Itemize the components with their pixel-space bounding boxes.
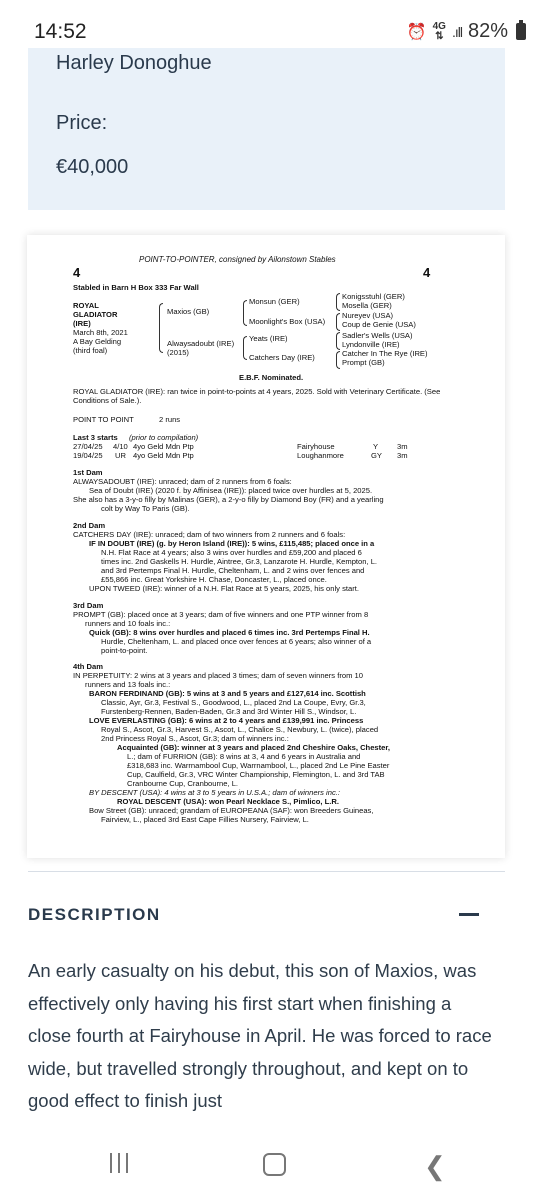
dam3-text: Hurdle, Cheltenham, L. and placed once over fences at 6 years; also winner of a xyxy=(101,637,372,646)
start-race: 4yo Geld Mdn Ptp xyxy=(133,451,194,460)
dam1-heading: 1st Dam xyxy=(73,468,103,477)
dam4-text: runners and 13 foals inc.: xyxy=(85,680,171,689)
listing-info-box xyxy=(28,48,505,210)
description-heading[interactable]: DESCRIPTION xyxy=(28,905,161,924)
home-icon[interactable] xyxy=(263,1153,286,1176)
horse-name-3: (IRE) xyxy=(73,319,91,328)
lot-number-left: 4 xyxy=(73,265,81,280)
start-date: 27/04/25 xyxy=(73,442,103,451)
battery-icon xyxy=(516,23,526,40)
start-distance: 3m xyxy=(397,451,408,460)
dam4-text: BY DESCENT (USA): 4 wins at 3 to 5 years in U.S.A.; dam of winners inc.: xyxy=(89,788,340,797)
signal-icon: .ıll xyxy=(451,23,462,40)
pedigree-brace xyxy=(243,300,247,326)
pedigree-ggs: Sadler's Wells (USA) xyxy=(342,331,413,340)
horse-type: A Bay Gelding xyxy=(73,337,122,346)
catalogue-page-image[interactable] xyxy=(27,235,505,858)
dam2-text: CATCHERS DAY (IRE): unraced; dam of two winners from 2 runners and 6 foals: xyxy=(73,530,346,539)
dam4-text: Cup, Caulfield, Gr.3, VRC Winter Championship, Flemington, L. and 3rd TAB xyxy=(127,770,385,779)
dam4-text: Fairview, L., placed 3rd East Cape Fillies Nursery, Fairview, L. xyxy=(101,815,309,824)
pedigree-gs2: Moonlight's Box (USA) xyxy=(249,317,326,326)
pedigree-ggs: Prompt (GB) xyxy=(342,358,385,367)
battery-percent: 82% xyxy=(467,20,508,42)
dam4-text: LOVE EVERLASTING (GB): 6 wins at 2 to 4 years and £139,991 inc. Princess xyxy=(89,716,364,725)
dam1-text: Sea of Doubt (IRE) (2020 f. by Affinisea (IRE)): placed twice over hurdles at 5, 2025. xyxy=(89,486,373,495)
dam2-text: N.H. Flat Race at 4 years; also 3 wins over hurdles and £59,200 and placed 6 xyxy=(101,548,362,557)
dam4-heading: 4th Dam xyxy=(73,662,103,671)
dam4-text: £318,683 inc. Warrnambool Cup, Warrnambool, L., placed 2nd Le Pine Easter xyxy=(127,761,390,770)
dam4-text: Furstenberg-Rennen, Baden-Baden, Gr.3 and 3rd Winter Hill S., Windsor, L. xyxy=(101,707,357,716)
section-divider xyxy=(28,871,505,872)
collapse-minus-icon[interactable] xyxy=(459,913,479,916)
dam4-text: 2nd Princess Royal S., Ascot, Gr.3; dam of winners inc.: xyxy=(101,734,289,743)
dam4-text: Bow Street (GB): unraced; grandam of EUROPEANA (SAF): won Breeders Guineas, xyxy=(89,806,374,815)
pedigree-ggs: Nureyev (USA) xyxy=(342,311,394,320)
last-starts-note: (prior to compilation) xyxy=(129,433,199,442)
dam4-text: L.; dam of FURRION (GB): 8 wins at 3, 4 and 6 years in Australia and xyxy=(127,752,361,761)
pedigree-sire: Maxios (GB) xyxy=(167,307,210,316)
pedigree-brace xyxy=(336,293,340,311)
pedigree-dam: Alwaysadoubt (IRE) xyxy=(167,339,235,348)
stabled-location: Stabled in Barn H Box 333 Far Wall xyxy=(73,283,199,292)
pedigree-ggs: Lyndonville (IRE) xyxy=(342,340,400,349)
catalogue-heading: POINT-TO-POINTER, consigned by Ailonstown Stables xyxy=(139,255,336,264)
pedigree-brace xyxy=(243,336,247,360)
pedigree-ggs: Konigsstuhl (GER) xyxy=(342,292,405,301)
dam4-text: BARON FERDINAND (GB): 5 wins at 3 and 5 years and £127,614 inc. Scottish xyxy=(89,689,366,698)
pedigree-gs1: Monsun (GER) xyxy=(249,297,300,306)
horse-summary: ROYAL GLADIATOR (IRE): ran twice in point-to-points at 4 years, 2025. Sold with Veterinary Certificate. (See Conditions of Sale.). xyxy=(73,387,441,405)
horse-name-1: ROYAL xyxy=(73,301,99,310)
dam1-text: She also has a 3-y-o filly by Malinas (GER), a 2-y-o filly by Diamond Boy (FR) and a yearling xyxy=(73,495,384,504)
dam2-text: UPON TWEED (IRE): winner of a N.H. Flat Race at 5 years, 2025, his only start. xyxy=(89,584,359,593)
start-position: 4/10 xyxy=(113,442,128,451)
back-icon[interactable]: ❮ xyxy=(424,1151,446,1181)
start-course: Loughanmore xyxy=(297,451,344,460)
dam4-text: IN PERPETUITY: 2 wins at 3 years and placed 3 times; dam of seven winners from 10 xyxy=(73,671,363,680)
recent-apps-icon[interactable] xyxy=(108,1153,130,1173)
pedigree-brace xyxy=(336,351,340,369)
dam2-text: IF IN DOUBT (IRE) (g. by Heron Island (IRE)): 5 wins, £115,485; placed once in a xyxy=(89,539,375,548)
last-starts-label: Last 3 starts xyxy=(73,433,118,442)
seller-name: Harley Donoghue xyxy=(56,52,212,74)
dam4-text: Cranbourne Cup, Cranbourne, L. xyxy=(127,779,239,788)
horse-dob: March 8th, 2021 xyxy=(73,328,128,337)
alarm-icon: ⏰ xyxy=(406,23,427,41)
dam3-text: PROMPT (GB): placed once at 3 years; dam of five winners and one PTP winner from 8 xyxy=(73,610,369,619)
horse-name-2: GLADIATOR xyxy=(73,310,118,319)
dam4-text: ROYAL DESCENT (USA): won Pearl Necklace S., Pimlico, L.R. xyxy=(117,797,339,806)
price-label: Price: xyxy=(56,112,108,134)
pedigree-dam-year: (2015) xyxy=(167,348,189,357)
start-going: Y xyxy=(373,442,379,451)
pedigree-brace xyxy=(336,313,340,331)
dam2-heading: 2nd Dam xyxy=(73,521,106,530)
pedigree-ggs: Coup de Genie (USA) xyxy=(342,320,416,329)
dam3-text: runners and 10 foals inc.: xyxy=(85,619,171,628)
pedigree-brace xyxy=(159,303,163,353)
dam4-text: Royal S., Ascot, Gr.3, Harvest S., Ascot, L., Chalice S., Newbury, L. (twice), placed xyxy=(101,725,379,734)
start-going: GY xyxy=(371,451,382,460)
dam2-text: and 3rd Pertemps Final H. Hurdle, Cheltenham, L. and 2 wins over fences and xyxy=(101,566,365,575)
ptp-runs: 2 runs xyxy=(159,415,181,424)
start-date: 19/04/25 xyxy=(73,451,103,460)
dam1-text: colt by Way To Paris (GB). xyxy=(101,504,190,513)
dam1-text: ALWAYSADOUBT (IRE): unraced; dam of 2 runners from 6 foals: xyxy=(73,477,292,486)
lot-number-right: 4 xyxy=(423,265,431,280)
start-course: Fairyhouse xyxy=(297,442,335,451)
status-icons xyxy=(407,20,526,43)
pedigree-gs4: Catchers Day (IRE) xyxy=(249,353,315,362)
pedigree-ggs: Catcher In The Rye (IRE) xyxy=(342,349,428,358)
start-position: UR xyxy=(115,451,126,460)
price-value: €40,000 xyxy=(56,156,129,178)
dam4-text: Acquainted (GB): winner at 3 years and placed 2nd Cheshire Oaks, Chester, xyxy=(117,743,391,752)
dam3-text: point-to-point. xyxy=(101,646,148,655)
network-icon: 4G ⇅ xyxy=(432,20,446,42)
status-time: 14:52 xyxy=(34,20,87,43)
pedigree-brace xyxy=(336,332,340,350)
ebf-nominated: E.B.F. Nominated. xyxy=(239,373,304,382)
dam3-text: Quick (GB): 8 wins over hurdles and placed 6 times inc. 3rd Pertemps Final H. xyxy=(89,628,370,637)
dam3-heading: 3rd Dam xyxy=(73,601,104,610)
ptp-label: POINT TO POINT xyxy=(73,415,134,424)
pedigree-gs3: Yeats (IRE) xyxy=(249,334,288,343)
description-text: An early casualty on his debut, this son of Maxios, was effectively only having his first start when finishing a close fourth at Fairyhouse in April. He was forced to race wide, but travelled strongly throughout, and kept on to good effect to finish just xyxy=(28,960,492,1111)
dam2-text: times inc. 2nd Gaskells H. Hurdle, Aintree, Gr.3, Lanzarote H. Hurdle, Kempton, L. xyxy=(101,557,378,566)
pedigree-ggs: Mosella (GER) xyxy=(342,301,392,310)
dam2-text: £55,866 inc. Great Yorkshire H. Chase, Doncaster, L., placed once. xyxy=(101,575,327,584)
horse-foal: (third foal) xyxy=(73,346,108,355)
start-race: 4yo Geld Mdn Ptp xyxy=(133,442,194,451)
dam4-text: Classic, Ayr, Gr.3, Festival S., Goodwood, L., placed 2nd La Coupe, Evry, Gr.3, xyxy=(101,698,366,707)
start-distance: 3m xyxy=(397,442,408,451)
